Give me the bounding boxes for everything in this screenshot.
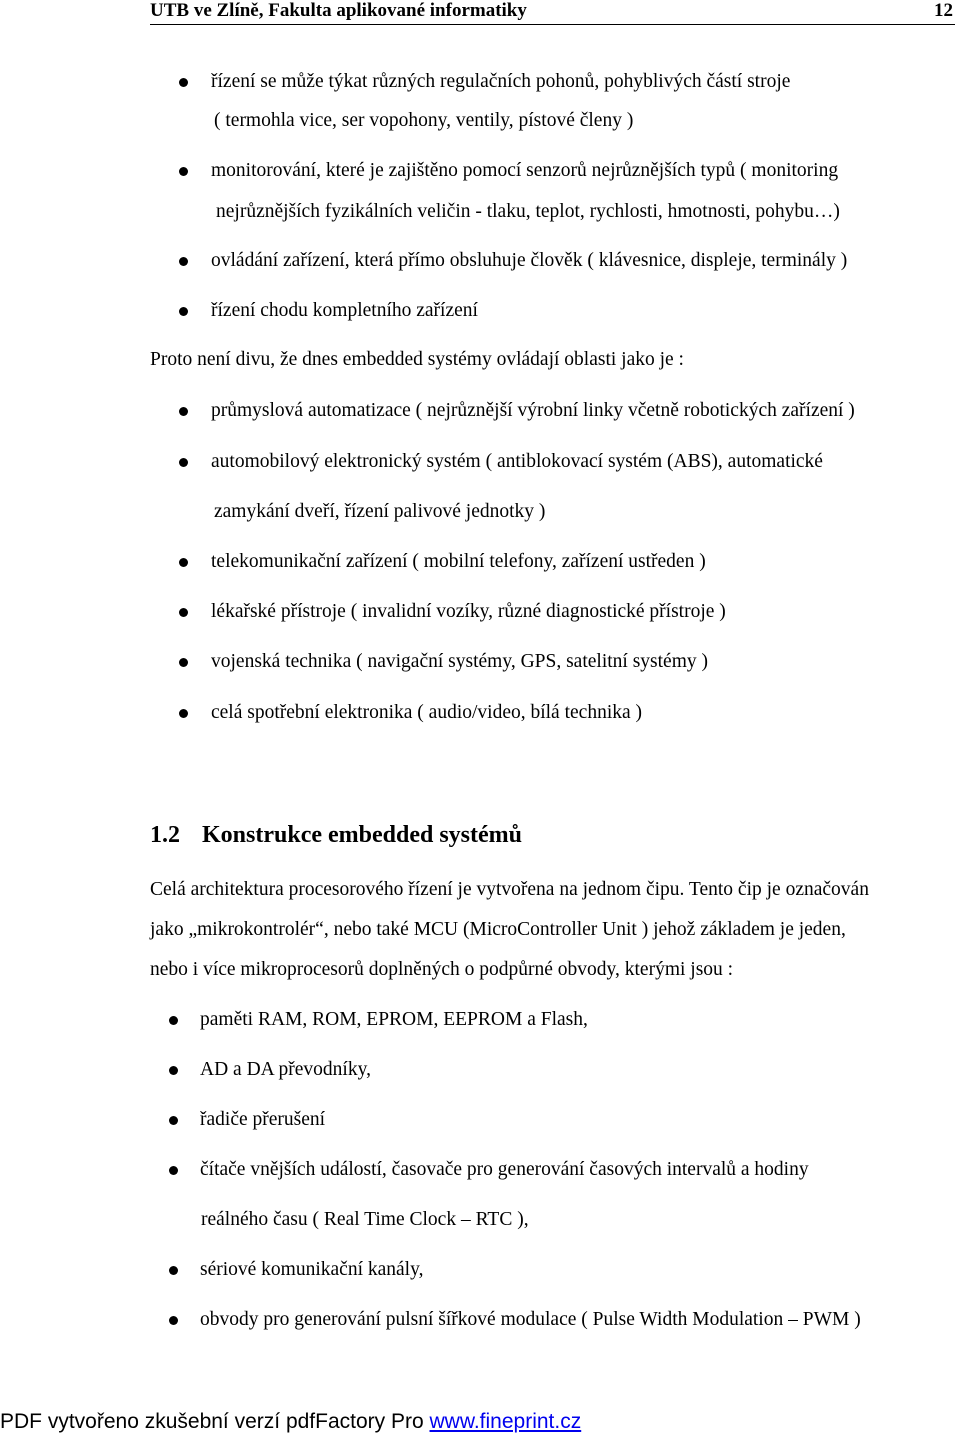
list-item: telekomunikační zařízení ( mobilní telefony, zařízení ustředen ) <box>211 551 706 572</box>
list-item-continuation: nejrůznějších fyzikálních veličin - tlaku, teplot, rychlosti, hmotnosti, pohybu…) <box>216 201 840 222</box>
footer-text: PDF vytvořeno zkušební verzí pdfFactory Pro <box>0 1410 430 1433</box>
list-item: vojenská technika ( navigační systémy, GPS, satelitní systémy ) <box>211 651 708 672</box>
list-item: řadiče přerušení <box>200 1109 326 1130</box>
bullet-icon <box>179 257 188 266</box>
section-number: 1.2 <box>150 822 180 848</box>
list-item-continuation: ( termohla vice, ser vopohony, ventily, pístové členy ) <box>214 110 634 131</box>
intro-text: Proto není divu, že dnes embedded systémy ovládají oblasti jako je : <box>150 349 684 370</box>
bullet-icon <box>169 1116 178 1125</box>
list-item: průmyslová automatizace ( nejrůznější výrobní linky včetně robotických zařízení ) <box>211 400 855 421</box>
bullet-icon <box>179 167 188 176</box>
paragraph-line: Celá architektura procesorového řízení je vytvořena na jednom čipu. Tento čip je označován <box>150 879 869 900</box>
bullet-icon <box>169 1066 178 1075</box>
bullet-icon <box>179 458 188 467</box>
list-item: automobilový elektronický systém ( antiblokovací systém (ABS), automatické <box>211 451 823 472</box>
bullet-icon <box>179 558 188 567</box>
list-item: monitorování, které je zajištěno pomocí senzorů nejrůznějších typů ( monitoring <box>211 160 839 181</box>
bullet-icon <box>179 407 188 416</box>
header-title: UTB ve Zlíně, Fakulta aplikované informatiky <box>150 0 527 21</box>
list-item: řízení se může týkat různých regulačních pohonů, pohyblivých částí stroje <box>211 71 791 92</box>
bullet-icon <box>169 1266 178 1275</box>
list-item: řízení chodu kompletního zařízení <box>211 300 478 321</box>
bullet-icon <box>179 709 188 718</box>
pdf-footer <box>0 1409 581 1435</box>
bullet-icon <box>169 1316 178 1325</box>
list-item: čítače vnějších událostí, časovače pro generování časových intervalů a hodiny <box>200 1159 809 1180</box>
bullet-icon <box>169 1016 178 1025</box>
list-item: lékařské přístroje ( invalidní vozíky, různé diagnostické přístroje ) <box>211 601 726 622</box>
bullet-icon <box>179 78 188 87</box>
section-title: Konstrukce embedded systémů <box>202 822 523 848</box>
bullet-icon <box>179 608 188 617</box>
bullet-icon <box>169 1166 178 1175</box>
footer-link[interactable]: www.fineprint.cz <box>429 1410 582 1433</box>
list-item-continuation: zamykání dveří, řízení palivové jednotky ) <box>214 501 546 522</box>
bullet-icon <box>179 658 188 667</box>
paragraph-line: nebo i více mikroprocesorů doplněných o podpůrné obvody, kterými jsou : <box>150 959 734 980</box>
list-item: AD a DA převodníky, <box>200 1059 371 1080</box>
page-number: 12 <box>934 0 953 21</box>
section-heading <box>150 821 522 849</box>
list-item: paměti RAM, ROM, EPROM, EEPROM a Flash, <box>200 1009 588 1030</box>
paragraph-line: jako „mikrokontrolér“, nebo také MCU (MicroController Unit ) jehož základem je jeden, <box>150 919 846 940</box>
bullet-icon <box>179 307 188 316</box>
list-item: celá spotřební elektronika ( audio/video, bílá technika ) <box>211 702 643 723</box>
list-item: obvody pro generování pulsní šířkové modulace ( Pulse Width Modulation – PWM ) <box>200 1309 861 1330</box>
list-item: sériové komunikační kanály, <box>200 1259 424 1280</box>
list-item-continuation: reálného času ( Real Time Clock – RTC ), <box>201 1209 529 1230</box>
list-item: ovládání zařízení, která přímo obsluhuje člověk ( klávesnice, displeje, terminály ) <box>211 250 848 271</box>
page-header <box>150 0 955 25</box>
